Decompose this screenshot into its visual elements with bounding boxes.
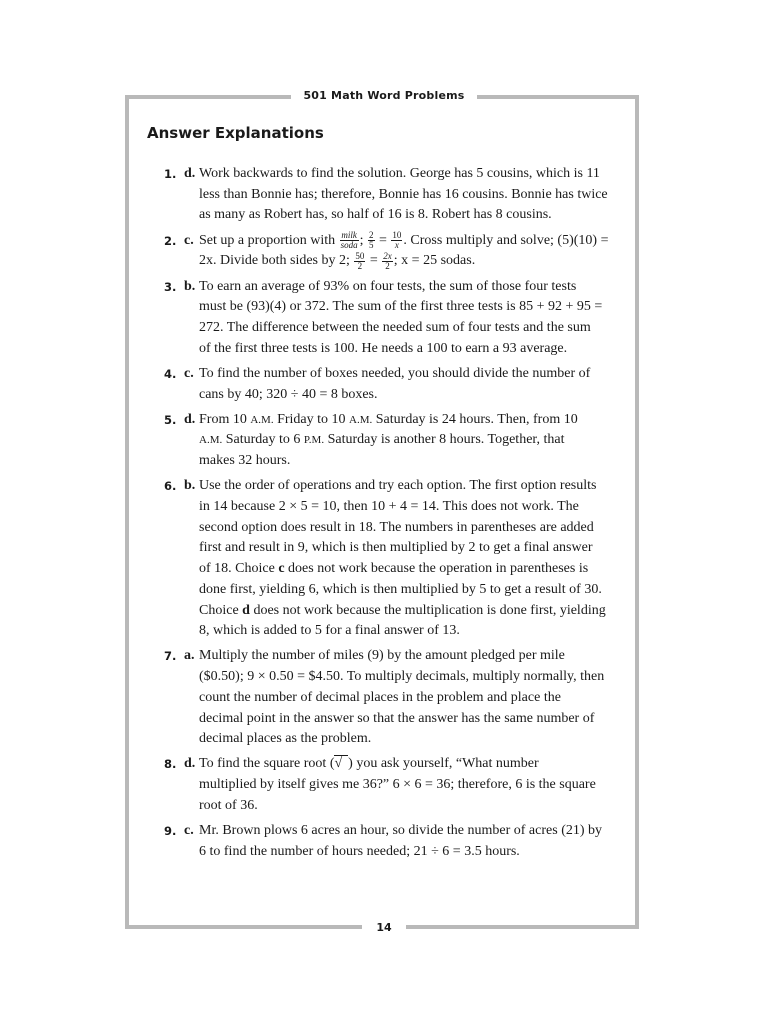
answer-number: 4.: [164, 366, 177, 381]
answer-number: 9.: [164, 824, 177, 839]
page-number: 14: [362, 921, 405, 934]
text-fragment: =: [379, 232, 387, 248]
text-fragment: of 18. Choice: [199, 561, 275, 577]
explanation-line: of the first three tests is 100. He needs a 100 to earn a 93 average.: [199, 340, 568, 356]
text-fragment: 2x. Divide both sides by 2;: [199, 253, 350, 269]
text-fragment: Friday to 10: [277, 411, 346, 427]
time-pm: P.M.: [303, 434, 325, 447]
answer-letter: d.: [184, 411, 196, 427]
fraction-numerator: 2x: [383, 250, 392, 261]
explanation-line: in 14 because 2 × 5 = 10, then 10 + 4 = 14. This does not work. The: [199, 499, 579, 515]
explanation-line: decimal point in the answer so that the answer has the same number of: [199, 710, 595, 726]
text-fragment: Saturday is another 8 hours. Together, that: [327, 432, 565, 448]
fraction-numerator: 2: [369, 229, 374, 240]
explanation-line: as many as Robert has, so half of 16 is 8. Robert has 8 cousins.: [199, 207, 552, 223]
explanation-line: [199, 410, 626, 431]
time-am: A.M.: [250, 413, 274, 426]
text-fragment: Set up a proportion with: [199, 232, 336, 248]
answer-number: 1.: [164, 167, 177, 181]
explanation-line: 272. The difference between the needed sum of four tests and the sum: [199, 319, 591, 335]
answer-letter: c.: [184, 365, 194, 381]
explanation-line: must be (93)(4) or 372. The sum of the first three tests is 85 + 92 + 95 =: [199, 299, 603, 315]
text-fragment: does not work because the operation in parentheses is: [288, 561, 589, 577]
text-fragment: Saturday is 24 hours. Then, from 10: [375, 411, 578, 427]
text-fragment: Choice: [199, 602, 239, 618]
explanation-line: first and result in 9, which is then multiplied by 2 to get a final answer: [199, 540, 593, 556]
answer-number: 5.: [164, 412, 177, 427]
explanation-line: second option does result in 18. The numbers in parentheses are added: [199, 519, 594, 535]
fraction-denominator: soda: [340, 239, 358, 250]
text-fragment: ;: [359, 232, 364, 248]
text-fragment: . Cross multiply and solve; (5)(10) =: [403, 232, 609, 248]
explanation-line: Use the order of operations and try each option. The first option results: [199, 478, 597, 494]
explanation-line: multiplied by itself gives me 36?” 6 × 6 = 36; therefore, 6 is the square: [199, 777, 596, 793]
answer-item-5: [164, 410, 626, 472]
fraction-10-x: [391, 231, 402, 250]
section-title: Answer Explanations: [147, 124, 324, 142]
fraction-denominator: 2: [357, 260, 363, 271]
answer-item-7: [164, 646, 626, 750]
explanation-line: count the number of decimal places in the problem and place the: [199, 689, 561, 705]
answer-item-2: [164, 231, 626, 272]
explanation-line: To earn an average of 93% on four tests, the sum of those four tests: [199, 278, 577, 294]
explanation-line: [199, 559, 626, 580]
text-fragment: Saturday to 6: [225, 432, 301, 448]
time-am: A.M.: [199, 434, 223, 447]
explanation-line: cans by 40; 320 ÷ 40 = 8 boxes.: [199, 386, 378, 402]
answer-list: [164, 164, 626, 867]
fraction-numerator: 50: [355, 250, 365, 261]
explanation-line: root of 36.: [199, 797, 258, 813]
time-am: A.M.: [349, 413, 373, 426]
explanation-line: Mr. Brown plows 6 acres an hour, so divide the number of acres (21) by: [199, 823, 603, 839]
explanation-line: [199, 231, 626, 252]
answer-number: 2.: [164, 233, 177, 248]
explanation-line: makes 32 hours.: [199, 453, 291, 469]
answer-item-9: [164, 821, 626, 862]
answer-letter: a.: [184, 648, 195, 664]
answer-item-1: [164, 164, 626, 226]
answer-item-4: [164, 364, 626, 405]
text-fragment: From 10: [199, 411, 247, 427]
choice-letter: d: [242, 602, 250, 618]
fraction-50-2: [354, 252, 365, 271]
answer-letter: b.: [184, 478, 196, 494]
fraction-milk-soda: [340, 231, 359, 250]
text-fragment: does not work because the multiplication is done first, yielding: [253, 602, 606, 618]
text-fragment: ) you ask yourself, “What number: [348, 756, 539, 772]
answer-letter: b.: [184, 278, 196, 294]
running-header: [0, 89, 768, 102]
text-fragment: ; x = 25 sodas.: [393, 253, 476, 269]
explanation-line: To find the number of boxes needed, you should divide the number of: [199, 365, 591, 381]
explanation-line: Multiply the number of miles (9) by the amount pledged per mile: [199, 648, 565, 664]
book-title: 501 Math Word Problems: [291, 89, 476, 102]
explanation-line: done first, yielding 6, which is then multiplied by 5 to get a result of 30.: [199, 581, 602, 597]
fraction-2x-2: [382, 252, 393, 271]
explanation-line: less than Bonnie has; therefore, Bonnie has 16 cousins. Bonnie has twice: [199, 186, 608, 202]
answer-number: 3.: [164, 279, 177, 294]
answer-letter: c.: [184, 823, 194, 839]
answer-letter: d.: [184, 166, 196, 181]
fraction-2-5: [368, 231, 375, 250]
fraction-numerator: milk: [341, 229, 357, 240]
answer-item-6: [164, 476, 626, 642]
text-fragment: =: [369, 253, 378, 269]
answer-number: 7.: [164, 649, 177, 664]
explanation-line: [199, 251, 626, 272]
square-root-symbol: √: [334, 755, 348, 771]
explanation-line: Work backwards to find the solution. George has 5 cousins, which is 11: [199, 166, 600, 181]
explanation-line: 6 to find the number of hours needed; 21 ÷ 6 = 3.5 hours.: [199, 843, 520, 859]
fraction-denominator: x: [394, 239, 399, 250]
answer-item-3: [164, 277, 626, 360]
page-footer: [0, 921, 768, 934]
explanation-line: 8, which is added to 5 for a final answer of 13.: [199, 623, 460, 639]
fraction-denominator: 5: [369, 239, 374, 250]
explanation-line: [199, 601, 626, 622]
answer-letter: c.: [184, 232, 194, 248]
choice-letter: c: [278, 561, 285, 577]
answer-letter: d.: [184, 756, 196, 772]
explanation-line: ($0.50); 9 × 0.50 = $4.50. To multiply decimals, multiply normally, then: [199, 669, 605, 685]
explanation-line: decimal places as the problem.: [199, 731, 372, 747]
explanation-line: [199, 754, 626, 775]
fraction-numerator: 10: [392, 229, 402, 240]
answer-number: 8.: [164, 757, 177, 772]
fraction-denominator: 2: [385, 260, 390, 271]
answer-item-8: [164, 754, 626, 816]
text-fragment: To find the square root (: [199, 756, 335, 772]
answer-number: 6.: [164, 479, 177, 494]
explanation-line: [199, 430, 626, 451]
